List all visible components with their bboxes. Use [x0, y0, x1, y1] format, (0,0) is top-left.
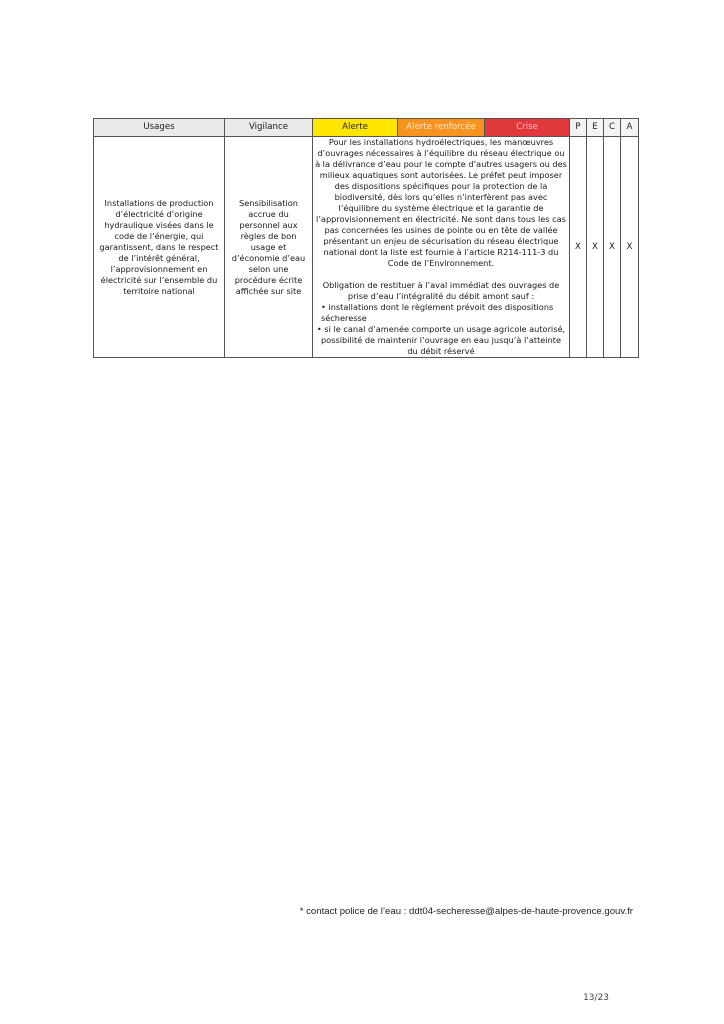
cell-mark-e: X — [587, 137, 604, 358]
header-e: E — [587, 119, 604, 137]
header-usages: Usages — [94, 119, 225, 137]
mesures-paragraph-1: Pour les installations hydroélectriques, les manœuvres d’ouvrages nécessaires à l’équilibre du réseau électrique ou à la délivrance d’eau pour le compte d’autres usagers ou des milieux aquatiques sont autorisées. Le préfet peut imposer des dispositions spécifiques pour la protection de la biodiversité, dès lors qu’elles n’interfèrent pas avec l’équilibre du système électrique et la garantie de l’approvisionnement en électricité. Ne sont dans tous les cas pas concernées les usines de pointe ou en tête de vallée présentant un enjeu de sécurisation du réseau électrique national dont la liste est fournie à l’article R214-111-3 du Code de l’Environnement. — [315, 137, 567, 268]
header-vigilance: Vigilance — [225, 119, 313, 137]
cell-mark-p: X — [570, 137, 587, 358]
cell-usages: Installations de production d’électricité d’origine hydraulique visées dans le code de l’énergie, qui garantissent, dans le respect de l’intérêt général, l’approvisionnement en électricité sur l’ensemble du territoire national — [94, 137, 225, 358]
header-p: P — [570, 119, 587, 137]
contact-footnote: * contact police de l’eau : ddt04-secheresse@alpes-de-haute-provence.gouv.fr — [299, 906, 633, 917]
mesures-bullet-1: • installations dont le règlement prévoit des dispositions sécheresse — [321, 302, 554, 323]
cell-mesures — [313, 137, 570, 358]
table-row — [94, 137, 639, 358]
header-c: C — [604, 119, 621, 137]
table-header-row — [94, 119, 639, 137]
cell-vigilance: Sensibilisation accrue du personnel aux règles de bon usage et d’économie d’eau selon une procédure écrite affichée sur site — [225, 137, 313, 358]
header-alerte: Alerte — [313, 119, 398, 137]
cell-mark-a: X — [621, 137, 639, 358]
header-crise: Crise — [485, 119, 570, 137]
paragraph-spacer — [315, 269, 567, 280]
mesures-bullet-2: • si le canal d’amenée comporte un usage agricole autorisé, possibilité de maintenir l’ouvrage en eau jusqu’à l’atteinte du débit réservé — [316, 324, 566, 356]
restrictions-table — [93, 118, 639, 358]
cell-mark-c: X — [604, 137, 621, 358]
page-number: 13/23 — [583, 993, 609, 1003]
mesures-paragraph-2: Obligation de restituer à l’aval immédiat des ouvrages de prise d’eau l’intégralité du débit amont sauf : — [322, 280, 560, 301]
header-alerte-renforcee: Alerte renforcée — [398, 119, 485, 137]
header-a: A — [621, 119, 639, 137]
